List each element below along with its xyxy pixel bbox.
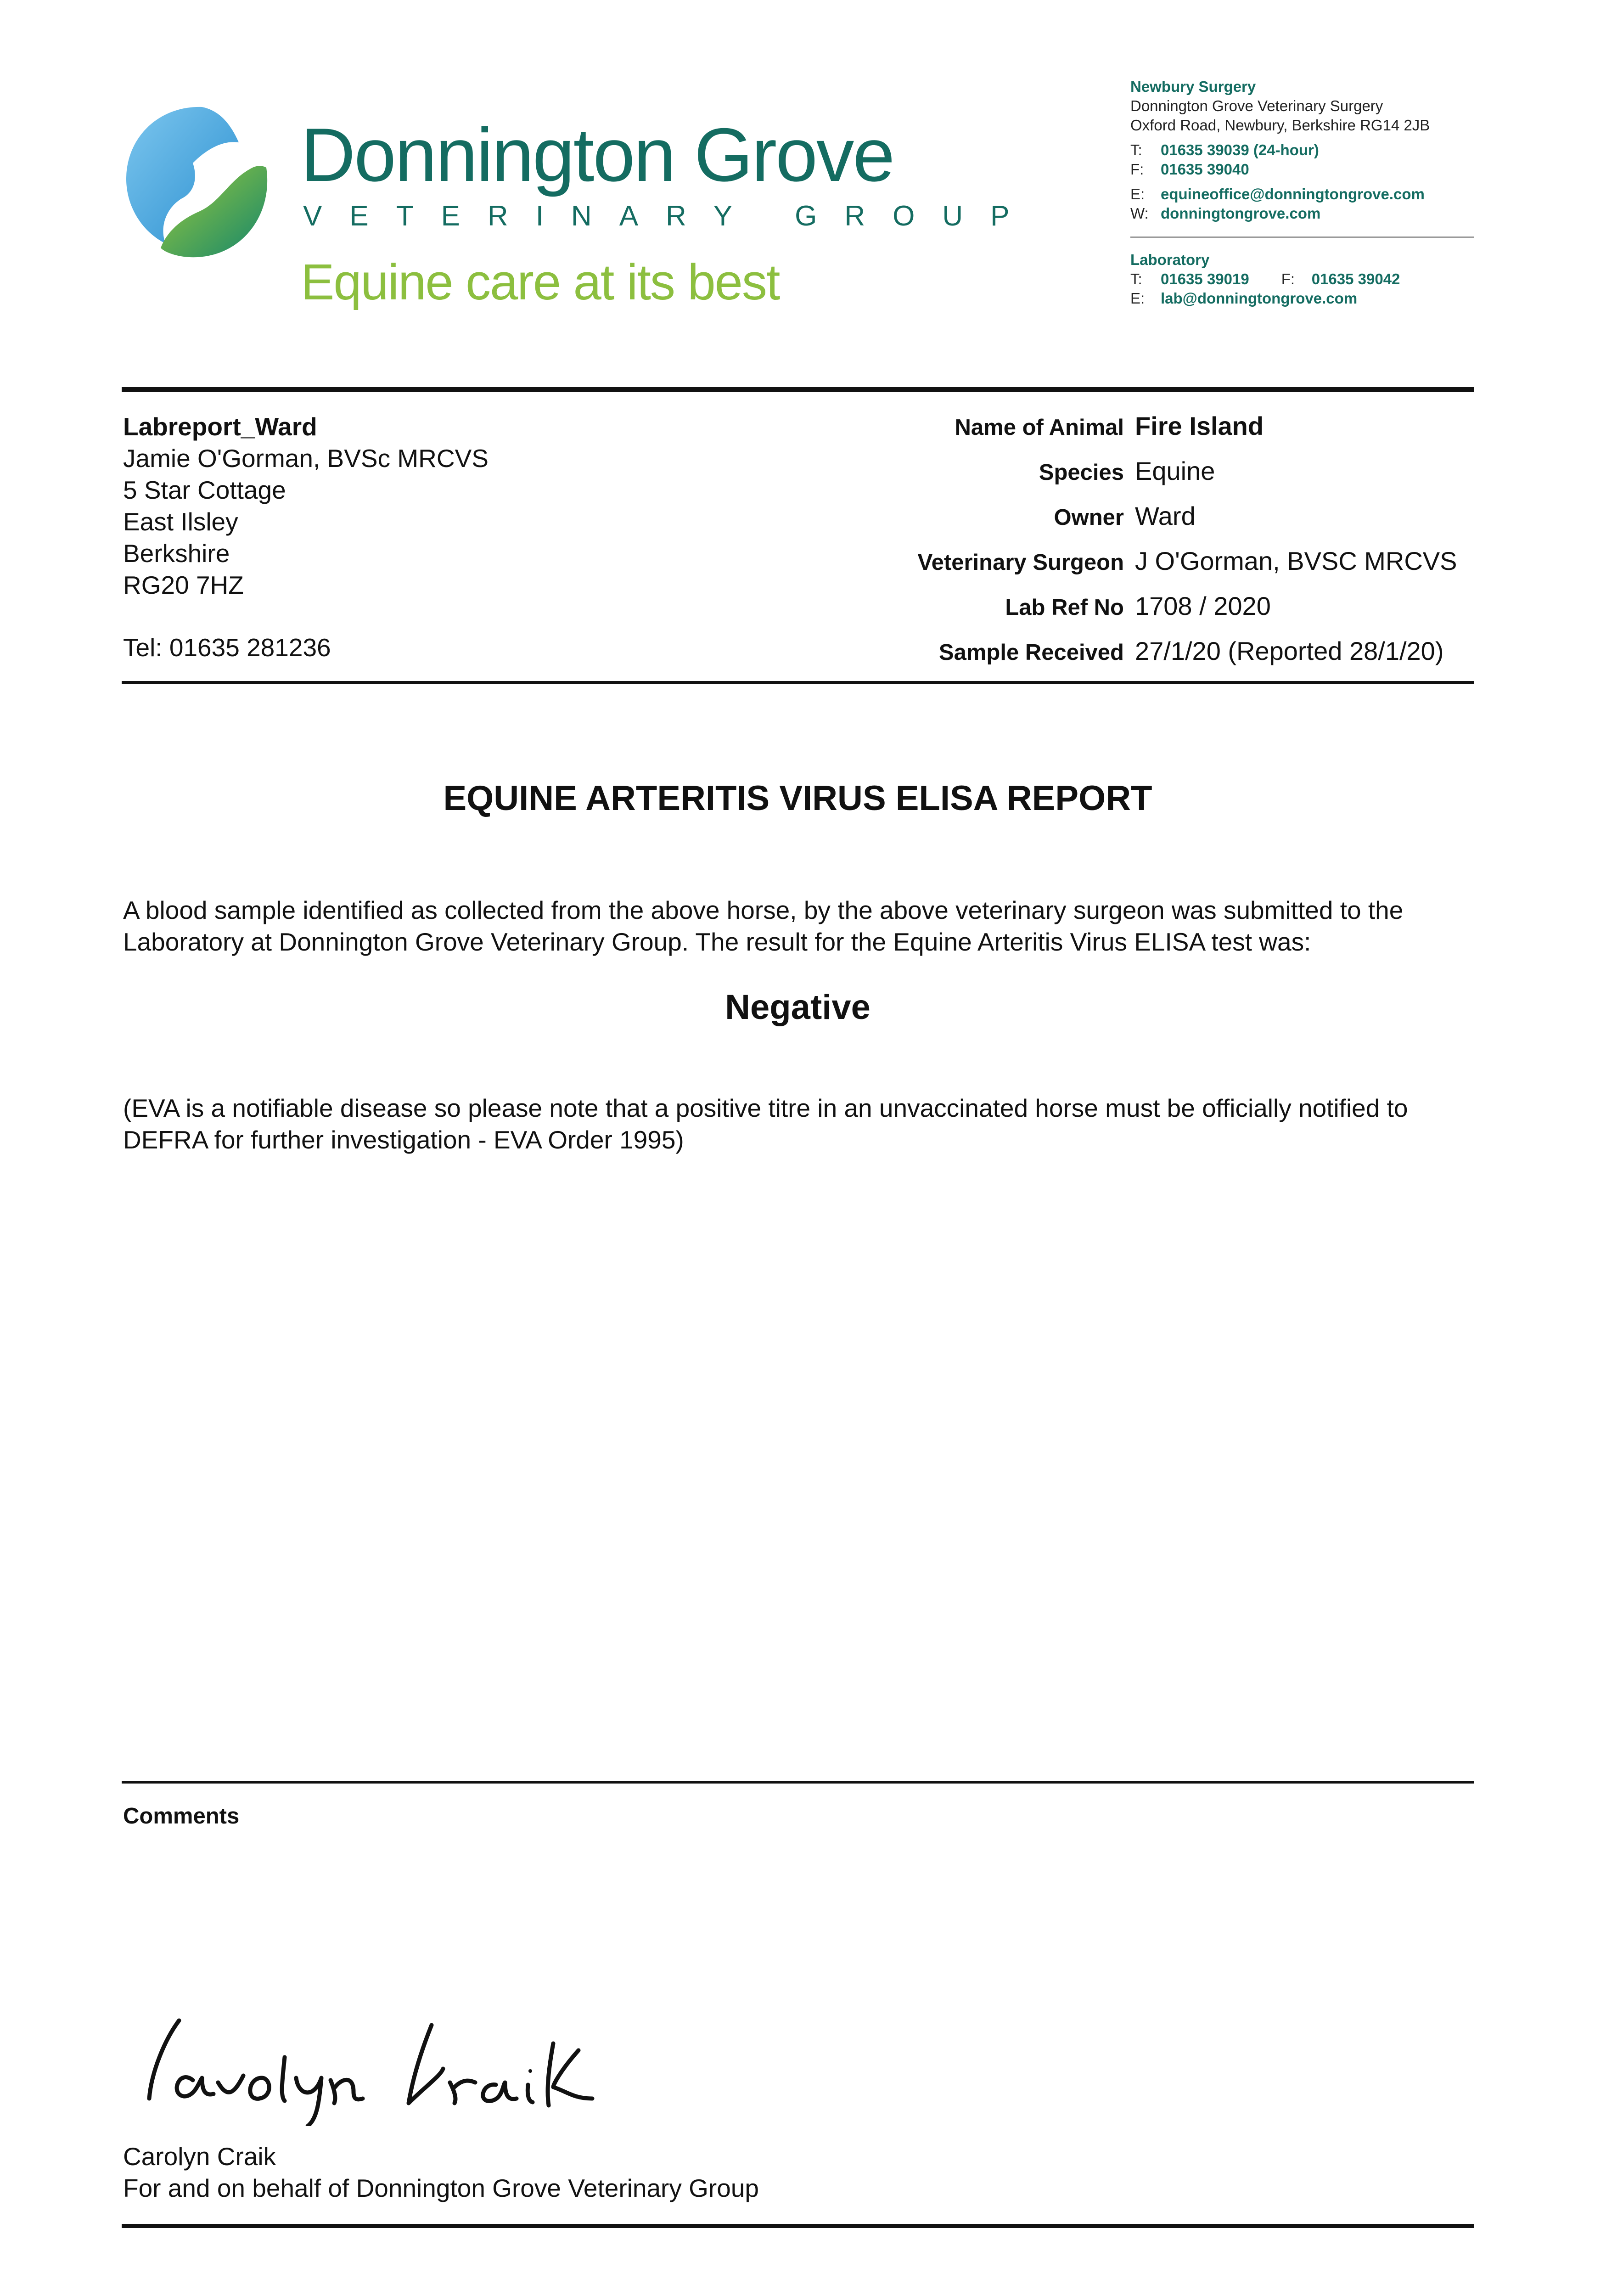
- surgery-email-link[interactable]: equineoffice@donningtongrove.com: [1161, 186, 1425, 203]
- brand-name: Donnington Grove: [301, 113, 894, 197]
- vet-surgeon-label: Veterinary Surgeon: [917, 550, 1124, 575]
- animal-name-value: Fire Island: [1135, 411, 1264, 440]
- detail-row: [689, 636, 1474, 681]
- fax-label: F:: [1281, 270, 1295, 287]
- detail-row: [689, 501, 1474, 546]
- address-line: RG20 7HZ: [123, 571, 244, 599]
- web-label: W:: [1130, 205, 1149, 222]
- species-label: Species: [1039, 460, 1124, 485]
- surgery-phone[interactable]: 01635 39039 (24-hour): [1161, 141, 1319, 158]
- detail-row: [689, 411, 1474, 456]
- tel-label: T:: [1130, 270, 1142, 287]
- lab-phone[interactable]: 01635 39019: [1161, 270, 1249, 287]
- email-label: E:: [1130, 290, 1145, 307]
- comments-rule: [122, 1781, 1474, 1784]
- laboratory-title: Laboratory: [1130, 251, 1210, 268]
- signatory: [123, 2141, 759, 2204]
- detail-row: [689, 546, 1474, 591]
- address-line: East Ilsley: [123, 507, 238, 536]
- tel-label: T:: [1130, 141, 1142, 158]
- surgery-contact-block: [1130, 77, 1430, 223]
- report-intro: A blood sample identified as collected from the above horse, by the above veterinary surgeon was submitted to the Laboratory at Donnington Grove Veterinary Group. The result for the Equine Arteritis Virus ELISA test was:: [123, 896, 1404, 956]
- lab-fax: 01635 39042: [1311, 270, 1400, 287]
- report-reference: Labreport_Ward: [123, 412, 317, 441]
- footer-rule: [122, 2224, 1474, 2228]
- address-line: Jamie O'Gorman, BVSc MRCVS: [123, 444, 489, 473]
- eva-notice: (EVA is a notifiable disease so please note that a positive titre in an unvaccinated horse must be officially notified to DEFRA for further investigation - EVA Order 1995): [123, 1094, 1408, 1154]
- recipient-telephone: Tel: 01635 281236: [123, 633, 331, 662]
- surgery-address-line: Oxford Road, Newbury, Berkshire RG14 2JB: [1130, 117, 1430, 134]
- animal-name-label: Name of Animal: [955, 415, 1124, 440]
- surgery-address-line: Donnington Grove Veterinary Surgery: [1130, 97, 1383, 114]
- contact-divider: [1130, 236, 1474, 238]
- lab-email-link[interactable]: lab@donningtongrove.com: [1161, 290, 1358, 307]
- vet-surgeon-value: J O'Gorman, BVSC MRCVS: [1135, 546, 1457, 575]
- report-title: EQUINE ARTERITIS VIRUS ELISA REPORT: [443, 779, 1152, 818]
- species-value: Equine: [1135, 456, 1215, 485]
- detail-row: [689, 456, 1474, 501]
- lab-ref-value: 1708 / 2020: [1135, 591, 1271, 620]
- owner-value: Ward: [1135, 501, 1196, 530]
- signatory-name: Carolyn Craik: [123, 2142, 276, 2171]
- surgery-title: Newbury Surgery: [1130, 78, 1256, 95]
- fax-label: F:: [1130, 161, 1144, 178]
- website-link[interactable]: donningtongrove.com: [1161, 205, 1321, 222]
- handwritten-signature: [138, 1988, 735, 2126]
- test-result: Negative: [725, 988, 870, 1027]
- sample-received-label: Sample Received: [938, 640, 1124, 665]
- animal-details: [689, 411, 1474, 681]
- signatory-behalf: For and on behalf of Donnington Grove Veterinary Group: [123, 2174, 759, 2202]
- comments-label: Comments: [123, 1804, 240, 1829]
- brand-subtitle: VETERINARY GROUP: [303, 200, 1037, 232]
- address-line: 5 Star Cottage: [123, 476, 286, 504]
- email-label: E:: [1130, 186, 1145, 203]
- owner-label: Owner: [1054, 505, 1124, 530]
- address-line: Berkshire: [123, 539, 230, 568]
- sample-received-value: 27/1/20 (Reported 28/1/20): [1135, 636, 1444, 665]
- recipient-address: [123, 411, 489, 601]
- donnington-grove-horse-logo: [115, 99, 280, 264]
- laboratory-contact-block: [1130, 250, 1400, 308]
- lab-ref-label: Lab Ref No: [1005, 595, 1124, 620]
- brand-tagline: Equine care at its best: [301, 254, 780, 310]
- header-rule: [122, 387, 1474, 392]
- surgery-fax: 01635 39040: [1161, 161, 1249, 178]
- details-rule: [122, 681, 1474, 684]
- detail-row: [689, 591, 1474, 636]
